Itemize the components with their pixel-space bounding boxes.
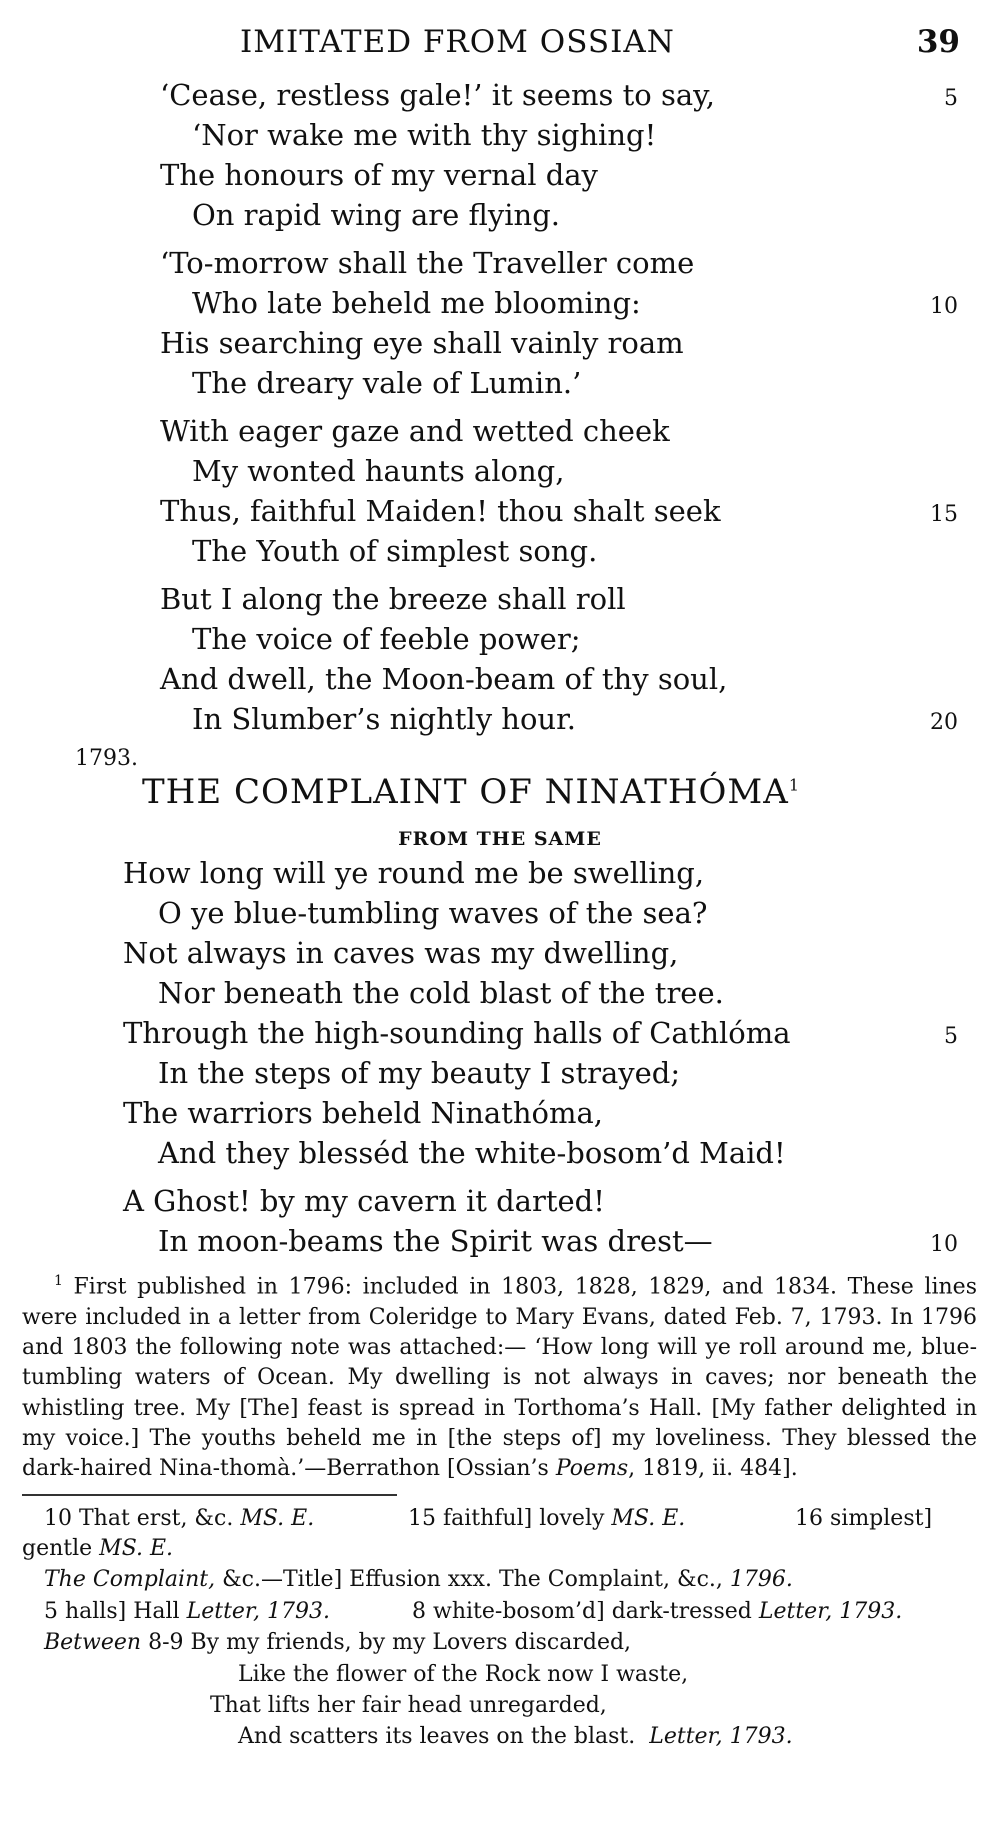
variant-reading	[44, 1630, 631, 1655]
poem-line: The honours of my vernal day	[160, 158, 598, 192]
variant-verse-line: Like the flower of the Rock now I waste,	[238, 1662, 689, 1687]
poem-line: With eager gaze and wetted cheek	[160, 414, 670, 448]
poem-subtitle: FROM THE SAME	[398, 828, 602, 850]
divider	[22, 1494, 397, 1496]
date-note: 1793.	[75, 746, 138, 771]
poem-line: The dreary vale of Lumin.’	[192, 366, 582, 400]
poem-line: The warriors beheld Ninathóma,	[123, 1096, 603, 1130]
variant-reading	[408, 1506, 685, 1531]
variant-source: Letter, 1793.	[758, 1599, 903, 1624]
variant-verse-text: And scatters its leaves on the blast.	[238, 1724, 636, 1749]
variant-text: 16 simplest]	[795, 1506, 933, 1531]
poem-line: Through the high-sounding halls of Cathlóma	[123, 1016, 791, 1050]
line-number: 15	[930, 502, 958, 527]
variant-reading	[44, 1506, 314, 1531]
poem-line: In moon-beams the Spirit was drest—	[158, 1224, 713, 1258]
variant-text: 8 white-bosom’d] dark-tressed	[412, 1599, 752, 1624]
poem-line: A Ghost! by my cavern it darted!	[123, 1184, 605, 1218]
variant-label: Between	[44, 1630, 142, 1655]
variant-reading	[44, 1567, 793, 1592]
poem-line: ‘Nor wake me with thy sighing!	[192, 118, 657, 152]
variant-source: Letter, 1793.	[649, 1724, 793, 1749]
line-number: 20	[930, 710, 958, 735]
poem-line: Not always in caves was my dwelling,	[123, 936, 679, 970]
page-number: 39	[916, 24, 960, 60]
poem-line: The Youth of simplest song.	[192, 534, 598, 568]
footnote-source-title: Poems	[555, 1456, 629, 1482]
variant-text: gentle	[22, 1536, 93, 1561]
variant-verse-line: That lifts her fair head unregarded,	[210, 1693, 607, 1718]
poem-line: But I along the breeze shall roll	[160, 582, 626, 616]
poem-line: In Slumber’s nightly hour.	[192, 702, 577, 736]
running-head: IMITATED FROM OSSIAN	[240, 24, 675, 60]
footnote-marker: 1	[53, 1273, 63, 1289]
page-header	[0, 18, 1000, 68]
line-number: 10	[930, 1232, 958, 1257]
line-number: 10	[930, 294, 958, 319]
footnote	[22, 1266, 977, 1484]
variant-source: MS. E.	[240, 1506, 315, 1531]
variant-source: 1796.	[729, 1567, 793, 1592]
poem-line: My wonted haunts along,	[192, 454, 565, 488]
variant-reading	[44, 1599, 330, 1624]
variant-verse-line	[238, 1724, 793, 1749]
poem-title-text: THE COMPLAINT OF NINATHÓMA	[142, 772, 789, 812]
variant-text: 10 That erst, &c.	[44, 1506, 234, 1531]
variant-reading	[795, 1506, 932, 1531]
footnote-text: First published in 1796: included in 1803, 1828, 1829, and 1834. These lines were included in a letter from Coleridge to Mary Evans, dated Feb. 7, 1793. In 1796 and 1803 the following note was attached:— ‘How long will ye roll around me, blue-tumbling waters of Ocean. My dwelling is not always in caves; nor beneath the whistling tree. My [The] feast is spread in Torthoma’s Hall. [My father delighted in my voice.] The youths beheld me in [the steps of] my loveliness. They blessed the dark-haired Nina-thomà.’—Berrathon [Ossian’s	[22, 1274, 977, 1482]
variant-text: &c.—Title] Effusion xxx. The Complaint, &c.,	[215, 1567, 730, 1592]
poem-line: And they blesséd the white-bosom’d Maid!	[158, 1136, 786, 1170]
poem-line: Who late beheld me blooming:	[192, 286, 641, 320]
poem-line: Thus, faithful Maiden! thou shalt seek	[160, 494, 721, 528]
variant-source: Letter, 1793.	[186, 1599, 330, 1624]
line-number: 5	[944, 86, 958, 111]
poem-line: How long will ye round me be swelling,	[123, 856, 705, 890]
poem-title	[142, 772, 800, 812]
poem-line: ‘To-morrow shall the Traveller come	[160, 246, 695, 280]
footnote-marker: 1	[788, 775, 800, 795]
variant-reading	[412, 1599, 902, 1624]
variant-label: The Complaint,	[44, 1567, 216, 1592]
line-number: 5	[944, 1024, 958, 1049]
poem-line: The voice of feeble power;	[192, 622, 581, 656]
variant-text: 15 faithful] lovely	[408, 1506, 605, 1531]
variant-text: 5 halls] Hall	[44, 1599, 180, 1624]
poem-line: ‘Cease, restless gale!’ it seems to say,	[160, 78, 715, 112]
variant-text: 8-9 By my friends, by my Lovers discarded,	[141, 1630, 632, 1655]
poem-line: Nor beneath the cold blast of the tree.	[158, 976, 724, 1010]
poem-line: On rapid wing are flying.	[192, 198, 560, 232]
poem-line: O ye blue-tumbling waves of the sea?	[158, 896, 708, 930]
variant-reading	[22, 1536, 173, 1561]
footnote-source-tail: , 1819, ii. 484].	[628, 1456, 798, 1482]
poem-line: And dwell, the Moon-beam of thy soul,	[160, 662, 728, 696]
poem-line: His searching eye shall vainly roam	[160, 326, 684, 360]
variant-source: MS. E.	[99, 1536, 174, 1561]
poem-line: In the steps of my beauty I strayed;	[158, 1056, 681, 1090]
variant-source: MS. E.	[611, 1506, 686, 1531]
